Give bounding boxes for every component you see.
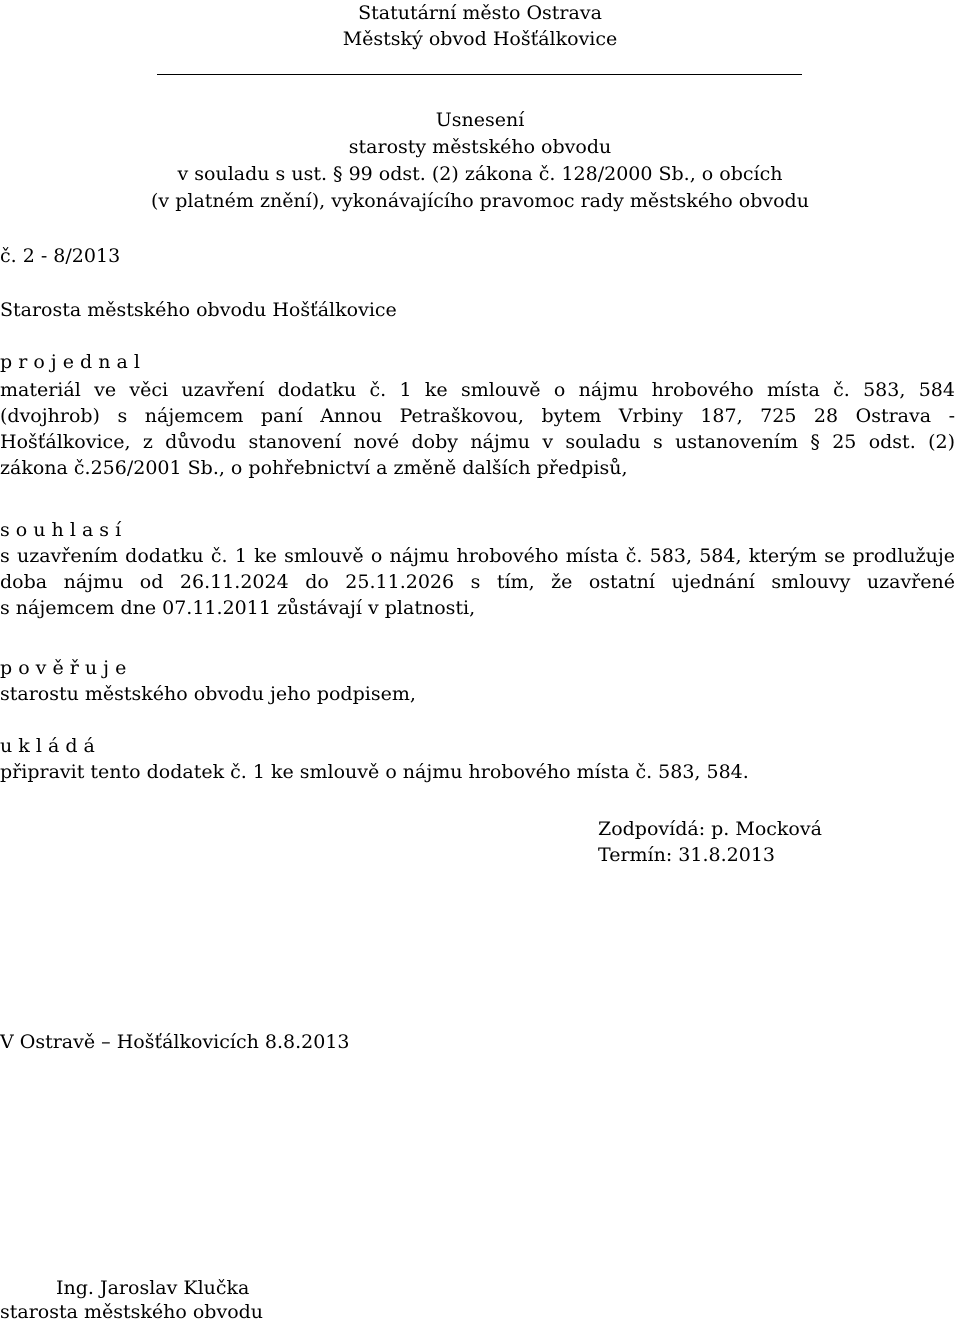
legal-basis-line2: (v platném znění), vykonávajícího pravomoc rady městského obvodu xyxy=(151,190,809,212)
document-type: Usnesení xyxy=(435,109,525,131)
heading-uklada: u k l á d á xyxy=(0,735,95,757)
projednal-line: Hošťálkovice, z důvodu stanovení nové doby nájmu v souladu s ustanovením § 25 odst. (2) xyxy=(0,431,955,453)
souhlasi-text xyxy=(0,543,955,621)
souhlasi-line: s uzavřením dodatku č. 1 ke smlouvě o nájmu hrobového místa č. 583, 584, kterým se prodlužuje xyxy=(0,545,955,567)
issuer-title: starosty městského obvodu xyxy=(348,136,612,158)
projednal-line: (dvojhrob) s nájemcem paní Annou Petraškovou, bytem Vrbiny 187, 725 28 Ostrava - xyxy=(0,405,955,427)
header-divider xyxy=(157,74,802,75)
souhlasi-line: doba nájmu od 26.11.2024 do 25.11.2026 s tím, že ostatní ujednání smlouvy uzavřené xyxy=(0,571,955,593)
projednal-line: zákona č.256/2001 Sb., o pohřebnictví a změně dalších předpisů, xyxy=(0,457,628,479)
projednal-line: materiál ve věci uzavření dodatku č. 1 ke smlouvě o nájmu hrobového místa č. 583, 584 xyxy=(0,379,955,401)
souhlasi-line: s nájemcem dne 07.11.2011 zůstávají v platnosti, xyxy=(0,597,476,619)
issuer: Starosta městského obvodu Hošťálkovice xyxy=(0,299,397,321)
responsible-person: Zodpovídá: p. Mocková xyxy=(598,818,822,840)
heading-projednal: p r o j e d n a l xyxy=(0,351,140,373)
legal-basis-line1: v souladu s ust. § 99 odst. (2) zákona č. 128/2000 Sb., o obcích xyxy=(177,163,783,185)
signatory-role: starosta městského obvodu xyxy=(0,1301,264,1323)
signatory-name: Ing. Jaroslav Klučka xyxy=(56,1277,250,1299)
heading-poveruje: p o v ě ř u j e xyxy=(0,657,127,679)
heading-souhlasi: s o u h l a s í xyxy=(0,519,122,541)
projednal-text xyxy=(0,377,955,481)
org-name-line2: Městský obvod Hošťálkovice xyxy=(342,28,618,50)
uklada-text: připravit tento dodatek č. 1 ke smlouvě o nájmu hrobového místa č. 583, 584. xyxy=(0,761,749,783)
poveruje-text: starostu městského obvodu jeho podpisem, xyxy=(0,683,416,705)
org-name-line1: Statutární město Ostrava xyxy=(358,2,602,24)
deadline: Termín: 31.8.2013 xyxy=(598,844,775,866)
resolution-number: č. 2 - 8/2013 xyxy=(0,245,121,267)
place-date: V Ostravě – Hošťálkovicích 8.8.2013 xyxy=(0,1031,350,1053)
